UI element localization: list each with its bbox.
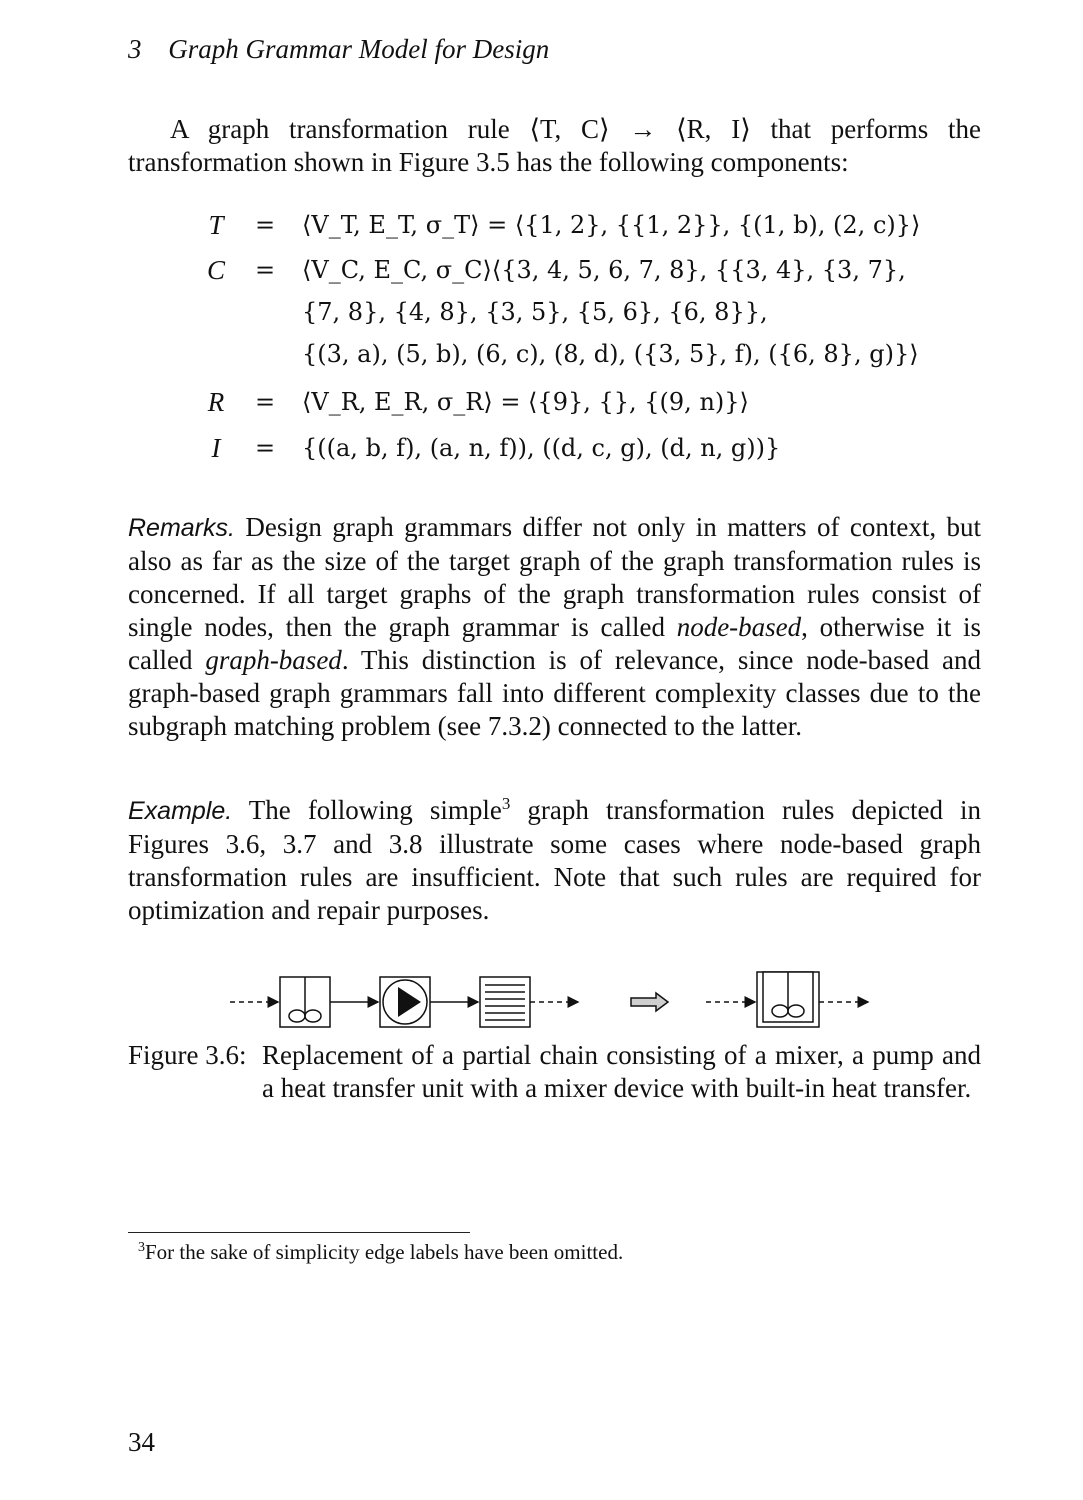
remarks-paragraph — [128, 511, 981, 743]
figure-3-6-diagram — [228, 960, 888, 1045]
equation-t — [128, 205, 981, 250]
heat-transfer-icon — [480, 977, 530, 1027]
footnote-mark: 3 — [138, 1240, 145, 1255]
footnote-rule — [128, 1232, 470, 1233]
running-head — [128, 34, 549, 65]
example-text: graph transformation rules depicted in Figures 3.6, 3.7 and 3.8 illustrate some cases where node-based graph transformation rules are insufficient. Note that such rules are required for optimization and repair purposes. — [128, 795, 981, 925]
equation-rhs: ⟨V_T, E_T, σ_T⟩ = ⟨{1, 2}, {{1, 2}}, {(1, b), (2, c)}⟩ — [302, 211, 921, 239]
equals-sign: = — [254, 211, 276, 239]
example-lead: Example. — [128, 797, 233, 825]
example-paragraph — [128, 794, 981, 927]
footnote-text: For the sake of simplicity edge labels have been omitted. — [145, 1240, 624, 1264]
equation-rhs: {7, 8}, {4, 8}, {3, 5}, {5, 6}, {6, 8}}, — [302, 298, 768, 326]
equals-sign: = — [254, 388, 276, 416]
equals-sign: = — [254, 434, 276, 462]
equation-lhs: I — [211, 433, 221, 463]
equation-c-continued — [128, 334, 981, 382]
equation-block — [128, 205, 981, 473]
equation-c — [128, 250, 981, 292]
equation-rhs: ⟨V_R, E_R, σ_R⟩ = ⟨{9}, {}, {(9, n)}⟩ — [302, 388, 749, 416]
equation-lhs: T — [208, 210, 224, 240]
equation-c-continued — [128, 292, 981, 334]
mixer-with-heat-transfer-icon — [757, 972, 819, 1027]
equation-r — [128, 382, 981, 428]
remarks-lead: Remarks. — [128, 514, 235, 542]
figure-caption — [128, 1039, 981, 1105]
term-graph-based: graph-based — [205, 645, 342, 675]
equals-sign: = — [254, 256, 276, 284]
equation-rhs: ⟨V_C, E_C, σ_C⟩⟨{3, 4, 5, 6, 7, 8}, {{3, 4}, {3, 7}, — [302, 256, 906, 284]
chapter-title: Graph Grammar Model for Design — [168, 34, 550, 64]
term-node-based: node-based — [676, 612, 802, 642]
mixer-icon — [280, 977, 330, 1027]
example-text: The following simple — [232, 795, 502, 825]
remarks-text: , otherwise it is called — [128, 612, 981, 675]
footnote-reference[interactable]: 3 — [501, 794, 511, 813]
figure-label: Figure 3.6: — [128, 1040, 247, 1070]
footnote — [138, 1240, 623, 1265]
remarks-text: . This distinction is of relevance, since node-based and graph-based graph grammars fall into different complexity classes due to the subgraph matching problem (see 7.3.2) connected to the latter. — [128, 645, 981, 741]
equation-i — [128, 428, 981, 473]
remarks-text: Design graph grammars differ not only in matters of context, but also as far as the size of the target graph of the graph transformation rules is concerned. If all target graphs of the graph transformation rules consist of single nodes, then the graph grammar is called — [128, 512, 981, 642]
chapter-number: 3 — [128, 34, 142, 64]
equation-rhs: {((a, b, f), (a, n, f)), ((d, c, g), (d, n, g))} — [302, 434, 781, 462]
pump-icon — [380, 977, 430, 1027]
page-number: 34 — [128, 1427, 155, 1457]
intro-paragraph: A graph transformation rule ⟨T, C⟩ → ⟨R, I⟩ that performs the transformation shown in Figure 3.5 has the following components: — [128, 114, 981, 177]
equation-lhs: R — [207, 387, 225, 417]
equation-rhs: {(3, a), (5, b), (6, c), (8, d), ({3, 5}, f), ({6, 8}, g)}⟩ — [302, 340, 919, 368]
transform-arrow-icon — [631, 993, 668, 1011]
equation-lhs: C — [206, 255, 225, 285]
figure-caption-text: Replacement of a partial chain consisting of a mixer, a pump and a heat transfer unit with a mixer device with built-in heat transfer. — [262, 1040, 981, 1103]
